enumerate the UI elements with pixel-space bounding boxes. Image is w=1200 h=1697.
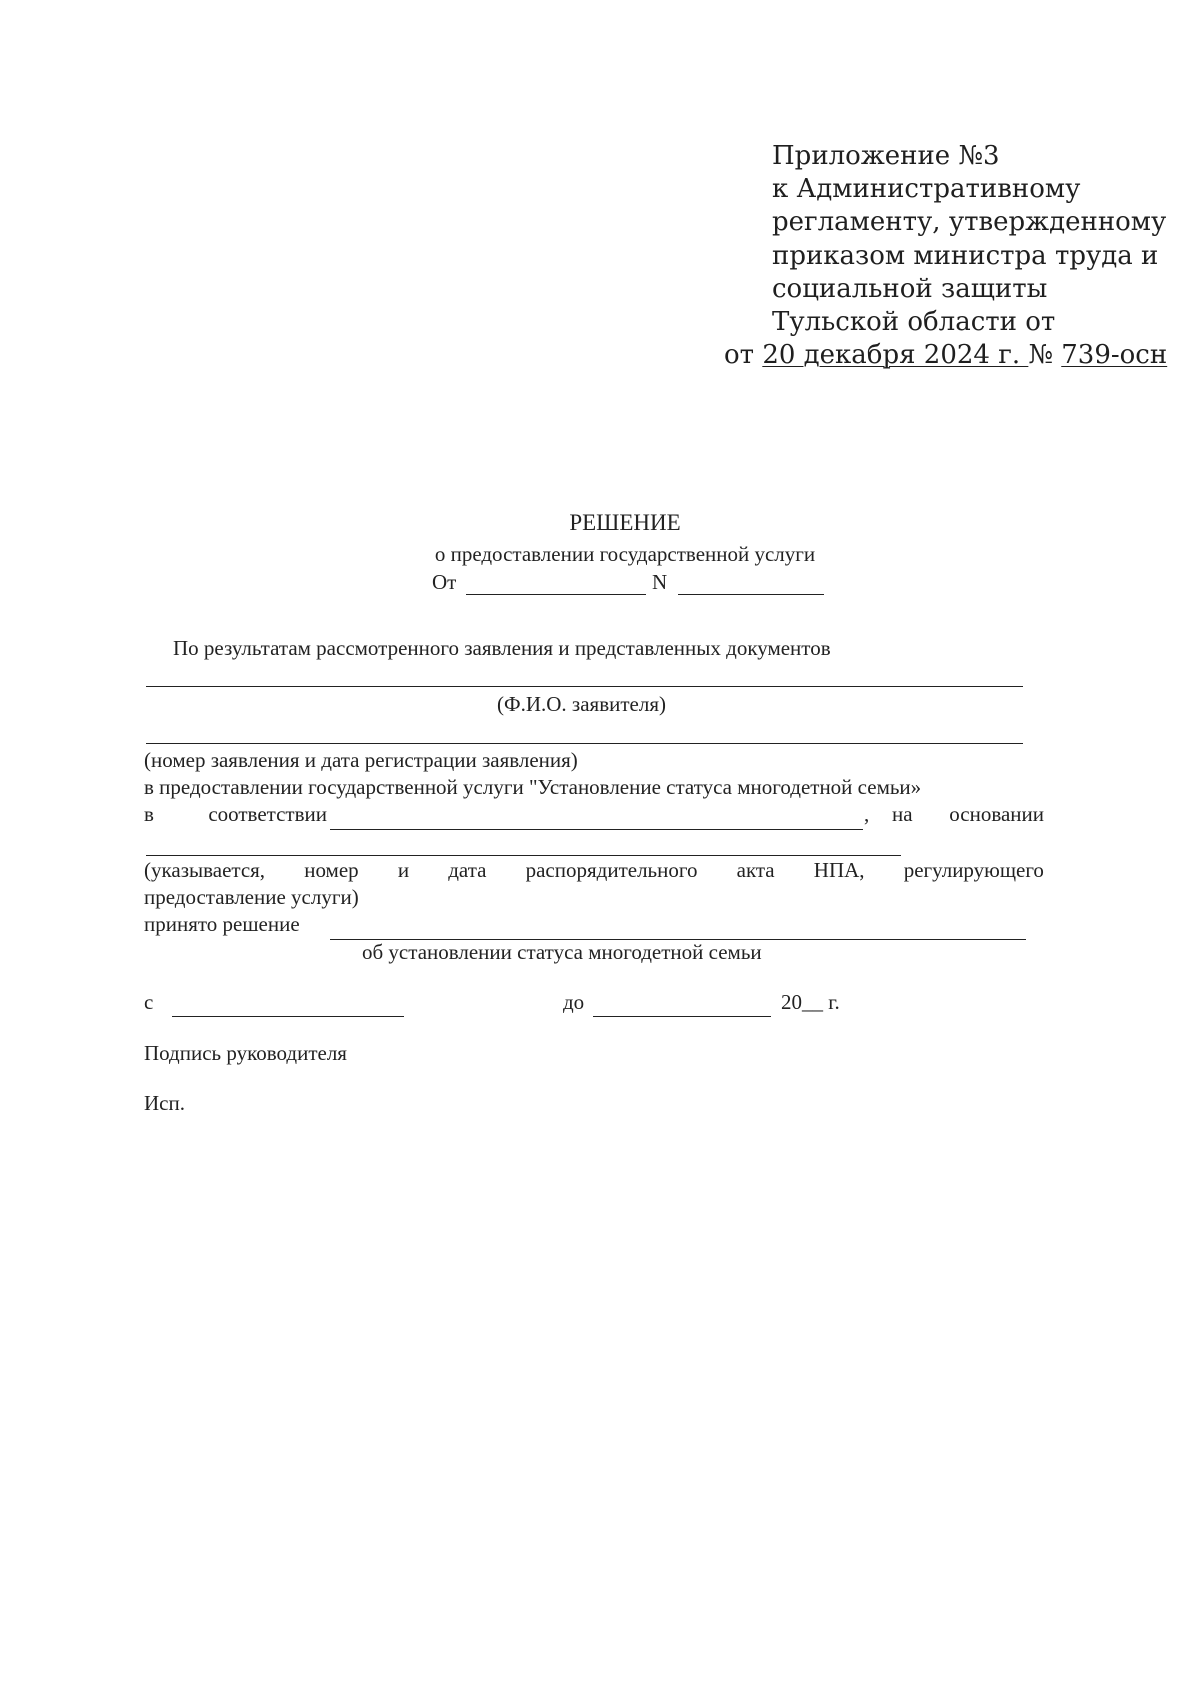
decision-label: принято решение — [144, 912, 300, 936]
appendix-order-number: 739-осн — [1061, 340, 1168, 370]
basis-line — [146, 855, 901, 856]
application-caption: (номер заявления и дата регистрации заявления) — [144, 748, 578, 772]
appendix-line-5: социальной защиты — [772, 274, 1048, 304]
number-label: N — [652, 570, 668, 594]
decision-date-line — [466, 594, 646, 595]
act-caption-word: (указывается, — [144, 858, 266, 882]
according-label — [144, 802, 327, 827]
according-line — [330, 829, 863, 830]
appendix-order-prefix: от — [724, 340, 763, 370]
act-caption-word: регулирующего — [903, 858, 1044, 882]
basis-word-2: основании — [949, 802, 1044, 826]
appendix-line-1: Приложение №3 — [772, 141, 1000, 171]
comma: , — [864, 802, 870, 826]
decision-number-line — [678, 594, 824, 595]
fio-caption: (Ф.И.О. заявителя) — [497, 692, 666, 716]
according-word-1: в — [144, 802, 154, 826]
decision-text: об установлении статуса многодетной семьи — [362, 940, 762, 964]
application-line — [146, 743, 1023, 744]
to-date-line — [593, 1016, 771, 1017]
appendix-order-no-sign: № — [1028, 340, 1062, 370]
basis-word-1: на — [892, 802, 913, 826]
service-line: в предоставлении государственной услуги "Установление статуса многодетной семьи» — [144, 775, 922, 799]
basis-label — [892, 802, 1044, 827]
appendix-order-line — [724, 339, 1167, 371]
from-date-line — [172, 1016, 404, 1017]
act-caption-word: НПА, — [813, 858, 865, 882]
intro-text: По результатам рассмотренного заявления и представленных документов — [173, 636, 831, 660]
executor-label: Исп. — [144, 1091, 185, 1115]
appendix-line-4: приказом министра труда и — [772, 241, 1159, 271]
act-caption-word: дата — [448, 858, 487, 882]
appendix-line-3: регламенту, утвержденному — [772, 207, 1167, 237]
fio-line — [146, 686, 1023, 687]
to-date-label: до — [563, 990, 585, 1014]
from-date-label: с — [144, 990, 154, 1014]
from-label: От — [432, 570, 457, 594]
act-caption — [144, 858, 1044, 883]
act-caption-word: и — [397, 858, 410, 882]
signature-label: Подпись руководителя — [144, 1041, 347, 1065]
according-word-2: соответствии — [208, 802, 327, 826]
act-caption-word: распорядительного — [525, 858, 698, 882]
act-caption-line-2: предоставление услуги) — [144, 885, 359, 909]
act-caption-word: номер — [304, 858, 359, 882]
appendix-line-2: к Административному — [772, 174, 1081, 204]
document-title: РЕШЕНИЕ — [569, 510, 681, 535]
document-subtitle: о предоставлении государственной услуги — [434, 542, 816, 566]
appendix-line-6: Тульской области от — [772, 307, 1056, 337]
year-label: 20__ г. — [781, 990, 840, 1014]
appendix-order-date: 20 декабря 2024 г. — [762, 340, 1029, 370]
act-caption-word: акта — [736, 858, 775, 882]
